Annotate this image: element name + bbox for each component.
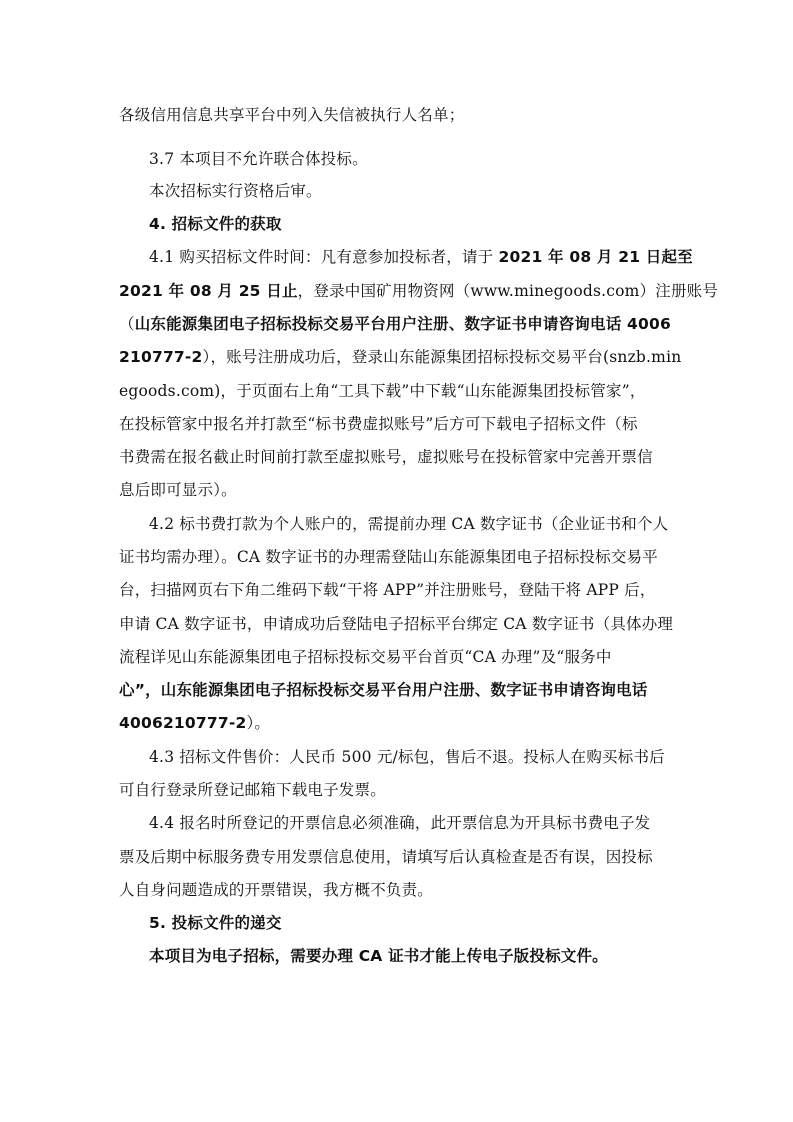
text: 4.4 报名时所登记的开票信息必须准确，此开票信息为开具标书费电子发 <box>149 814 651 832</box>
paragraph-line <box>119 779 679 801</box>
text: 票及后期中标服务费专用发票信息使用，请填写后认真检查是否有误，因投标 <box>119 848 653 866</box>
text: 流程详见山东能源集团电子招标投标交易平台首页“CA 办理”及“服务中 <box>119 648 612 666</box>
text: 4.1 购买招标文件时间：凡有意参加投标者，请于 <box>149 248 499 266</box>
bold-text: 心”，山东能源集团电子招标投标交易平台用户注册、数字证书申请咨询电话 <box>119 681 648 699</box>
paragraph-line <box>119 446 679 468</box>
text: 可自行登录所登记邮箱下载电子发票。 <box>119 781 386 799</box>
text: 人自身问题造成的开票错误，我方概不负责。 <box>119 881 434 899</box>
paragraph-line <box>119 104 679 126</box>
bold-text: 本项目为电子招标，需要办理 CA 证书才能上传电子版投标文件。 <box>149 947 608 965</box>
text: 4.3 招标文件售价：人民币 500 元/标包，售后不退。投标人在购买标书后 <box>149 748 665 766</box>
bold-text: 山东能源集团电子招标投标交易平台用户注册、数字证书申请咨询电话 4006 <box>134 315 671 333</box>
text: 3.7 本项目不允许联合体投标。 <box>149 150 368 168</box>
bold-date: 2021 年 08 月 25 日止 <box>119 282 298 300</box>
paragraph-line <box>119 479 679 501</box>
paragraph-line <box>119 413 679 435</box>
paragraph-line <box>149 180 679 202</box>
text: ，登录中国矿用物资网（www.minegoods.com）注册账号 <box>297 282 719 300</box>
text: 本次招标实行资格后审。 <box>149 182 322 200</box>
paragraph-line <box>119 280 719 302</box>
text: ），账号注册成功后，登录山东能源集团招标投标交易平台(snzb.min <box>202 348 682 366</box>
bold-text: 210777-2 <box>119 348 203 366</box>
paragraph-line <box>119 546 679 568</box>
paragraph-line <box>119 380 679 402</box>
text: 在投标管家中报名并打款至“标书费虚拟账号”后方可下载电子招标文件（标 <box>119 415 638 433</box>
heading-text: 4. 招标文件的获取 <box>149 215 282 233</box>
text: 书费需在报名截止时间前打款至虚拟账号，虚拟账号在投标管家中完善开票信 <box>119 448 653 466</box>
paragraph-line <box>149 812 679 834</box>
heading-text: 5. 投标文件的递交 <box>149 914 282 932</box>
paragraph-line <box>119 313 679 335</box>
text: 证书均需办理）。CA 数字证书的办理需登陆山东能源集团电子招标投标交易平 <box>119 548 658 566</box>
paragraph-line <box>149 945 679 967</box>
paragraph-line <box>119 879 679 901</box>
text: 台，扫描网页右下角二维码下载“干将 APP”并注册账号，登陆干将 APP 后， <box>119 581 656 599</box>
text: 息后即可显示）。 <box>119 481 237 499</box>
paragraph-line <box>149 513 679 535</box>
text: egoods.com)，于页面右上角“工具下载”中下载“山东能源集团投标管家”， <box>119 382 646 400</box>
bold-text: 4006210777-2 <box>119 714 247 732</box>
paragraph-line <box>119 613 679 635</box>
text: 申请 CA 数字证书，申请成功后登陆电子招标平台绑定 CA 数字证书（具体办理 <box>119 615 674 633</box>
text: （ <box>119 315 135 333</box>
text: ）。 <box>246 714 271 732</box>
bold-date: 2021 年 08 月 21 日起至 <box>498 248 693 266</box>
section-heading-4 <box>149 213 679 235</box>
text: 各级信用信息共享平台中列入失信被执行人名单； <box>119 106 465 124</box>
paragraph-line <box>149 246 693 268</box>
section-heading-5 <box>149 912 679 934</box>
paragraph-line <box>119 712 679 734</box>
paragraph-line <box>149 746 679 768</box>
paragraph-line <box>119 679 679 701</box>
text: 4.2 标书费打款为个人账户的，需提前办理 CA 数字证书（企业证书和个人 <box>149 515 669 533</box>
paragraph-line <box>119 846 679 868</box>
paragraph-line <box>119 646 679 668</box>
paragraph-line <box>149 148 679 170</box>
paragraph-line <box>119 579 679 601</box>
paragraph-line <box>119 346 682 368</box>
